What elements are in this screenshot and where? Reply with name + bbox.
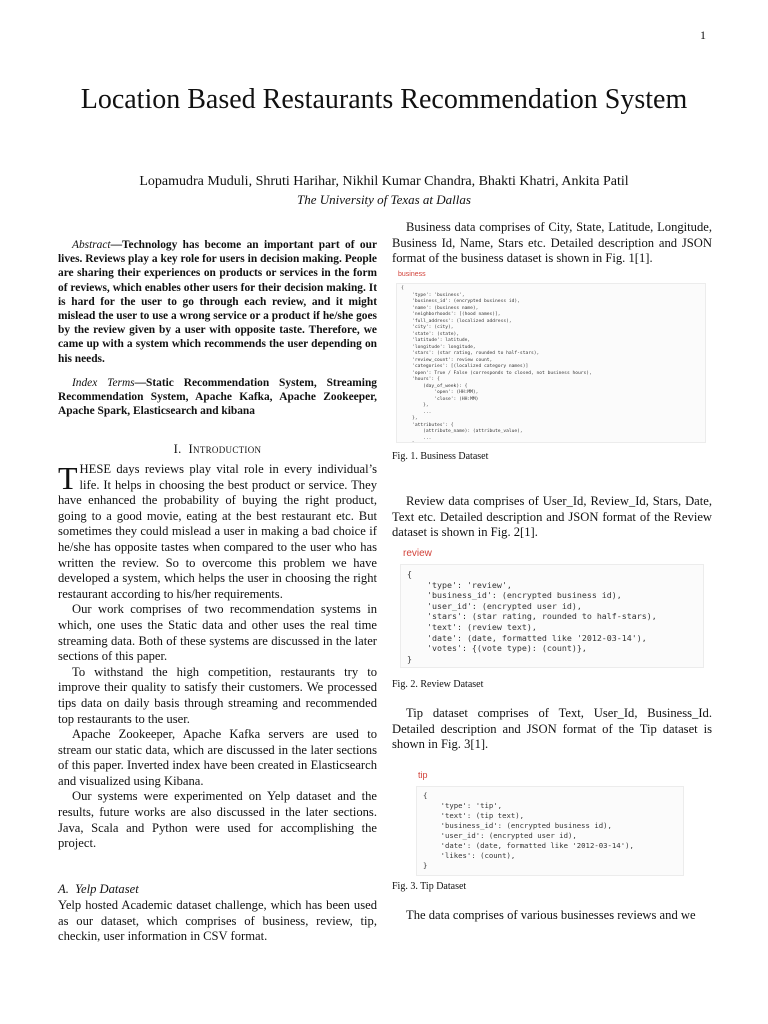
review-paragraph [392, 494, 712, 541]
business-paragraph [392, 220, 712, 267]
intro-paragraph-3: To withstand the high competition, restaurants try to improve their quality to satisfy their customers. We processed tips data on daily basis through streaming and recommended top restaurants to the user. [58, 664, 377, 726]
last-text: The data comprises of various businesses reviews and we [406, 908, 696, 922]
figure-3-caption: Fig. 3. Tip Dataset [392, 881, 467, 892]
abstract-label: Abstract [72, 239, 111, 251]
intro-p1-text: HESE days reviews play vital role in every individual’s life. It helps in choosing the best product or service. They have enhanced the probability of buying the right product, going to a good movie, eating at the best restaurant etc. But sometimes they could mislead a user in making a bad choice if he/she has opposite tastes when compared to the user who has written the review. So to overcome this problem we have developed a system, which helps the user in choosing the right restaurant according to his/her requirements. [58, 462, 377, 601]
drop-cap: T [58, 460, 78, 496]
figure-3-code: { 'type': 'tip', 'text': (tip text), 'business_id': (encrypted business id), 'user_id': (encrypted user id), 'date': (date, formatted like '2012-03-14'), 'likes': (count), } [416, 786, 684, 876]
index-terms-text: —Static Recommendation System, Streaming Recommendation System, Apache Kafka, Apache Zookeeper, Apache Spark, Elasticsearch and kibana [58, 377, 377, 418]
figure-1-code: { 'type': 'business', 'business_id': (encrypted business id), 'name': (business name), 'neighborhoods': [(hood names)], 'full_address': (localized address), 'city': (city), 'state': (state), 'latitude': latitude, 'longitude': longitude, 'stars': (star rating, rounded to half-stars), 'review_count': review count, 'categories': [(localized category names)] 'open': True / False (corresponds to closed, not business hours), 'hours': { (day_of_week): { 'open': (HH:MM), 'close': (HH:MM) }, ... }, 'attributes': { (attribute_name): (attribute_value), ... [396, 283, 706, 443]
figure-2-caption: Fig. 2. Review Dataset [392, 679, 484, 690]
abstract [58, 238, 377, 366]
introduction-body [58, 462, 377, 852]
section-title: Introduction [188, 442, 262, 456]
section-number: I. [173, 442, 182, 456]
figure-1-label: business [398, 271, 426, 278]
affiliation: The University of Texas at Dallas [297, 192, 471, 207]
intro-paragraph-4: Apache Zookeeper, Apache Kafka servers are used to stream our static data, which are discussed in the later sections of this paper. Inverted index have been created in Elasticsearch and visualized using Kibana. [58, 727, 377, 788]
review-text: Review data comprises of User_Id, Review_Id, Stars, Date, Text etc. Detailed description and JSON format of the Review dataset is shown in Fig. 2[1]. [392, 494, 712, 540]
paper-title: Location Based Restaurants Recommendation System [80, 84, 688, 115]
figure-2-code: { 'type': 'review', 'business_id': (encrypted business id), 'user_id': (encrypted user id), 'stars': (star rating, rounded to half-stars), 'text': (review text), 'date': (date, formatted like '2012-03-14'), 'votes': {(vote type): (count)}, } [400, 564, 704, 668]
figure-3-label: tip [418, 770, 428, 780]
business-text: Business data comprises of City, State, Latitude, Longitude, Business Id, Name, Stars etc. Detailed description and JSON format of the business dataset is shown in Fig. 1[1]. [392, 220, 712, 266]
section-heading-introduction [58, 442, 377, 457]
intro-paragraph-1 [58, 462, 377, 602]
figure-2-label: review [403, 548, 432, 559]
tip-text: Tip dataset comprises of Text, User_Id, Business_Id. Detailed description and JSON format of the Tip dataset is shown in Fig. 3[1]. [392, 706, 712, 752]
yelp-dataset-text: Yelp hosted Academic dataset challenge, which has been used as our dataset, which comprises of business, review, tip, checkin, user information in CSV format. [58, 898, 377, 944]
abstract-text: —Technology has become an important part of our lives. Reviews play a key role for users in decision making. People are sharing their experiences on products or services in the form of reviews, which enables other users for their decision making. It is hard for the user to go through each review, and it might mislead the user to use a wrong service or a product if he/she goes by the review given by a user with opposite taste. Therefore, we came up with a system which recommends the user depending on his needs. [58, 239, 377, 365]
intro-paragraph-5: Our systems were experimented on Yelp dataset and the results, future works are also discussed in the later sections. Java, Scala and Python were used for accomplishing the project. [58, 789, 377, 851]
index-terms [58, 376, 377, 419]
index-terms-label: Index Terms [72, 377, 135, 389]
page-number: 1 [700, 28, 706, 42]
subsection-title: Yelp Dataset [75, 882, 139, 896]
subsection-label: A. [58, 882, 69, 896]
author-list: Lopamudra Muduli, Shruti Harihar, Nikhil Kumar Chandra, Bhakti Khatri, Ankita Patil [139, 174, 629, 189]
figure-1-caption: Fig. 1. Business Dataset [392, 451, 489, 462]
tip-paragraph [392, 706, 712, 753]
subsection-heading-yelp [58, 882, 139, 897]
intro-paragraph-2: Our work comprises of two recommendation systems in which, one uses the Static data and other uses the real time streaming data. Both of these systems are discussed in the later sections of this paper. [58, 602, 377, 664]
last-paragraph [392, 908, 712, 924]
